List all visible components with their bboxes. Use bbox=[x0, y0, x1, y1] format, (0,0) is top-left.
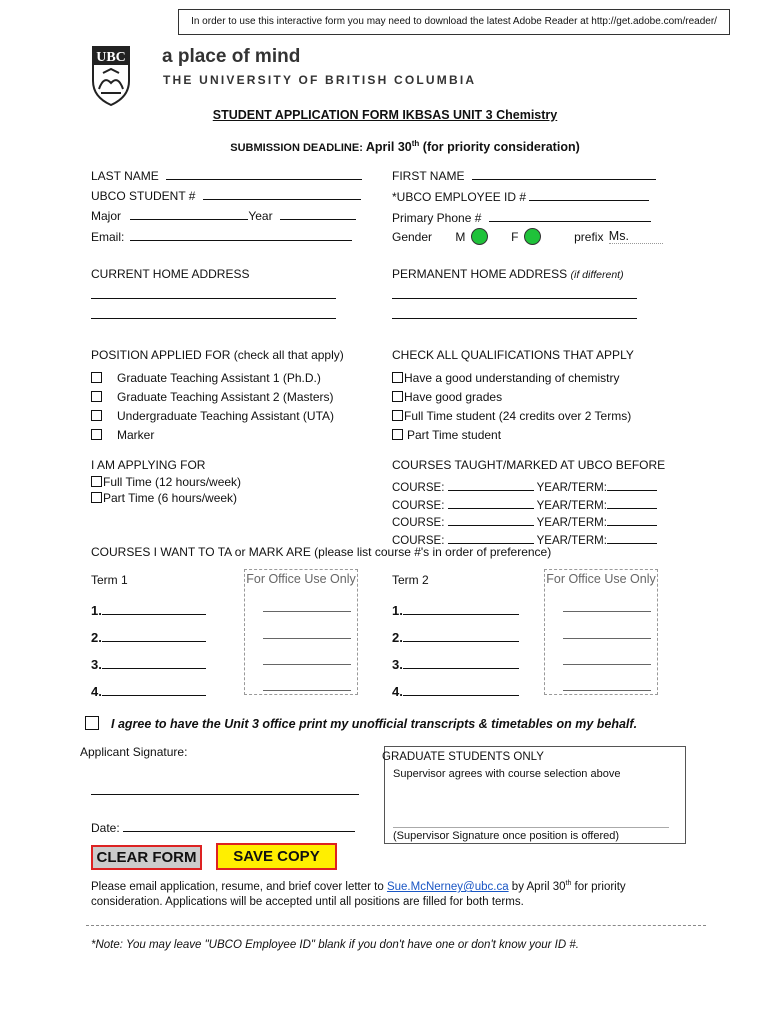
taught-year-field[interactable] bbox=[607, 513, 657, 526]
last-name-field[interactable] bbox=[166, 167, 362, 180]
applying-label: Part Time (6 hours/week) bbox=[103, 491, 238, 505]
position-label: Undergraduate Teaching Assistant (UTA) bbox=[117, 409, 335, 423]
taught-row bbox=[392, 496, 657, 514]
course-number: 2. bbox=[392, 630, 403, 645]
save-copy-button[interactable]: SAVE COPY bbox=[216, 843, 337, 870]
course-number: 4. bbox=[91, 684, 102, 699]
gender-m-radio[interactable] bbox=[471, 228, 488, 245]
current-address-line-2[interactable] bbox=[91, 318, 336, 319]
year-field[interactable] bbox=[280, 207, 356, 220]
qualification-item bbox=[392, 407, 631, 426]
major-row bbox=[91, 207, 356, 223]
major-label: Major bbox=[91, 209, 122, 223]
position-item bbox=[91, 426, 334, 445]
qualification-label: Part Time student bbox=[407, 428, 502, 442]
gender-m-label: M bbox=[455, 230, 466, 244]
position-label: Graduate Teaching Assistant 1 (Ph.D.) bbox=[117, 371, 321, 385]
employee-id-label: *UBCO EMPLOYEE ID # bbox=[392, 190, 527, 204]
employee-id-field[interactable] bbox=[529, 188, 649, 201]
email-field[interactable] bbox=[130, 228, 352, 241]
term2-course bbox=[392, 597, 519, 624]
permanent-address-label: PERMANENT HOME ADDRESS bbox=[392, 267, 568, 281]
first-name-label: FIRST NAME bbox=[392, 169, 465, 183]
deadline-label: SUBMISSION DEADLINE: bbox=[230, 142, 363, 155]
applying-item bbox=[91, 490, 241, 506]
permanent-address-note: (if different) bbox=[570, 269, 624, 281]
date-label: Date: bbox=[91, 821, 120, 835]
email-label: Email: bbox=[91, 230, 125, 244]
applicant-signature-label: Applicant Signature: bbox=[80, 745, 188, 759]
deadline-date: April 30 bbox=[365, 140, 412, 155]
position-item bbox=[91, 369, 334, 388]
qualification-label: Full Time student (24 credits over 2 Terms) bbox=[404, 409, 632, 423]
course-number: 1. bbox=[91, 603, 102, 618]
taught-row bbox=[392, 478, 657, 496]
taught-course-field[interactable] bbox=[448, 513, 534, 526]
instructions-text-a: Please email application, resume, and brief cover letter to bbox=[91, 880, 384, 893]
course-number: 3. bbox=[91, 657, 102, 672]
year-term-label: YEAR/TERM: bbox=[536, 517, 607, 529]
applicant-signature-field[interactable] bbox=[91, 794, 359, 795]
term1-course bbox=[91, 624, 206, 651]
brand-tagline: a place of mind bbox=[162, 46, 301, 67]
instructions-line-2: consideration. Applications will be accepted until all positions are filled for both terms. bbox=[91, 895, 524, 908]
current-address-label: CURRENT HOME ADDRESS bbox=[91, 267, 250, 281]
email-row bbox=[91, 228, 352, 244]
office-use-title: For Office Use Only bbox=[246, 572, 356, 586]
qualification-label: Have good grades bbox=[404, 390, 503, 404]
qualification-checkbox[interactable] bbox=[392, 391, 403, 402]
taught-course-field[interactable] bbox=[448, 478, 534, 491]
office-use-line bbox=[563, 690, 651, 691]
term2-course bbox=[392, 678, 519, 705]
last-name-label: LAST NAME bbox=[91, 169, 159, 183]
office-use-line bbox=[563, 664, 651, 665]
qualifications-heading: CHECK ALL QUALIFICATIONS THAT APPLY bbox=[392, 348, 634, 362]
supervisor-signature-field[interactable] bbox=[393, 827, 669, 828]
term1-course bbox=[91, 651, 206, 678]
submission-deadline bbox=[0, 139, 770, 154]
applying-item bbox=[91, 474, 241, 490]
term1-course-field[interactable] bbox=[102, 602, 206, 615]
qualifications-list bbox=[392, 369, 631, 445]
instructions-text-c: for priority bbox=[574, 880, 626, 893]
term2-course-field[interactable] bbox=[403, 656, 519, 669]
clear-form-button[interactable]: CLEAR FORM bbox=[91, 845, 202, 870]
employee-id-note: *Note: You may leave "UBCO Employee ID" blank if you don't have one or don't know your ID #. bbox=[91, 939, 579, 951]
term1-course bbox=[91, 597, 206, 624]
taught-year-field[interactable] bbox=[607, 531, 657, 544]
office-use-line bbox=[263, 664, 351, 665]
term2-course-field[interactable] bbox=[403, 683, 519, 696]
term2-list bbox=[392, 597, 519, 705]
permanent-address-line-1[interactable] bbox=[392, 298, 637, 299]
qualification-checkbox[interactable] bbox=[392, 372, 403, 383]
term2-course bbox=[392, 624, 519, 651]
applying-label: Full Time (12 hours/week) bbox=[103, 475, 242, 489]
qualification-item bbox=[392, 388, 631, 407]
date-row bbox=[91, 819, 355, 835]
term2-label: Term 2 bbox=[392, 573, 429, 587]
taught-rows bbox=[392, 478, 657, 548]
taught-course-field[interactable] bbox=[448, 531, 534, 544]
first-name-row bbox=[392, 167, 656, 183]
term1-label: Term 1 bbox=[91, 573, 128, 587]
qualification-checkbox[interactable] bbox=[392, 429, 403, 440]
year-label: Year bbox=[248, 209, 273, 223]
positions-heading: POSITION APPLIED FOR (check all that apply) bbox=[91, 348, 344, 362]
position-item bbox=[91, 388, 334, 407]
deadline-sup: th bbox=[411, 139, 420, 148]
ubco-student-field[interactable] bbox=[203, 187, 361, 200]
current-address-line-1[interactable] bbox=[91, 298, 336, 299]
phone-row bbox=[392, 209, 651, 225]
year-term-label: YEAR/TERM: bbox=[536, 499, 607, 512]
office-use-title: For Office Use Only bbox=[546, 572, 656, 586]
course-number: 2. bbox=[91, 630, 102, 645]
position-checkbox[interactable] bbox=[91, 410, 102, 421]
term2-course bbox=[392, 651, 519, 678]
term2-course-field[interactable] bbox=[403, 602, 519, 615]
office-use-line bbox=[263, 611, 351, 612]
adobe-reader-notice: In order to use this interactive form you may need to download the latest Adobe Reader at http://get.adobe.com/reader/ bbox=[178, 9, 730, 35]
course-label: COURSE: bbox=[392, 499, 445, 512]
position-label: Graduate Teaching Assistant 2 (Masters) bbox=[117, 390, 334, 404]
ubco-student-label: UBCO STUDENT # bbox=[91, 189, 196, 203]
course-label: COURSE: bbox=[392, 517, 445, 529]
office-use-box-term1 bbox=[244, 569, 358, 695]
applying-heading: I AM APPLYING FOR bbox=[91, 458, 206, 472]
instructions-sup: th bbox=[565, 880, 572, 887]
supervisor-text: Supervisor agrees with course selection above bbox=[393, 768, 621, 780]
employee-id-row bbox=[392, 188, 649, 204]
gender-label: Gender bbox=[392, 230, 433, 244]
gender-f-radio[interactable] bbox=[524, 228, 541, 245]
agree-text: I agree to have the Unit 3 office print my unofficial transcripts & timetables on my behalf. bbox=[111, 717, 638, 731]
term1-course-field[interactable] bbox=[102, 629, 206, 642]
graduate-students-box bbox=[384, 746, 686, 844]
year-term-label: YEAR/TERM: bbox=[536, 534, 607, 547]
phone-field[interactable] bbox=[489, 209, 651, 222]
positions-list bbox=[91, 369, 334, 445]
office-use-line bbox=[263, 638, 351, 639]
course-label: COURSE: bbox=[392, 482, 445, 494]
logo-text: UBC bbox=[96, 50, 126, 65]
office-use-line bbox=[263, 690, 351, 691]
date-field[interactable] bbox=[123, 819, 355, 832]
taught-course-field[interactable] bbox=[448, 496, 534, 509]
applying-checkbox[interactable] bbox=[91, 492, 102, 503]
courses-want-heading: COURSES I WANT TO TA or MARK ARE (please list course #'s in order of preference) bbox=[91, 545, 552, 559]
divider bbox=[86, 925, 706, 926]
office-use-line bbox=[563, 611, 651, 612]
position-checkbox[interactable] bbox=[91, 372, 102, 383]
applying-list bbox=[91, 474, 241, 506]
contact-email-link[interactable]: Sue.McNerney@ubc.ca bbox=[386, 880, 509, 893]
office-use-line bbox=[563, 638, 651, 639]
term1-course-field[interactable] bbox=[102, 656, 206, 669]
last-name-row bbox=[91, 167, 362, 183]
permanent-address-heading bbox=[392, 267, 624, 281]
position-checkbox[interactable] bbox=[91, 391, 102, 402]
email-instructions bbox=[91, 876, 711, 910]
position-item bbox=[91, 407, 334, 426]
major-field[interactable] bbox=[130, 207, 248, 220]
course-label: COURSE: bbox=[392, 534, 445, 547]
instructions-text-b: by April 30 bbox=[511, 880, 566, 893]
brand-university: THE UNIVERSITY OF BRITISH COLUMBIA bbox=[163, 73, 477, 87]
term1-course-field[interactable] bbox=[102, 683, 206, 696]
taught-year-field[interactable] bbox=[607, 496, 657, 509]
prefix-field[interactable]: Ms. bbox=[609, 229, 663, 244]
ubc-logo bbox=[90, 45, 132, 107]
qualification-item bbox=[392, 369, 631, 388]
graduate-heading: GRADUATE STUDENTS ONLY bbox=[382, 751, 544, 763]
term1-course bbox=[91, 678, 206, 705]
year-term-label: YEAR/TERM: bbox=[536, 482, 607, 494]
course-number: 4. bbox=[392, 684, 403, 699]
agree-checkbox[interactable] bbox=[85, 716, 99, 730]
first-name-field[interactable] bbox=[472, 167, 656, 180]
qualification-label: Have a good understanding of chemistry bbox=[404, 371, 620, 385]
form-title: STUDENT APPLICATION FORM IKBSAS UNIT 3 Chemistry bbox=[212, 108, 558, 122]
permanent-address-line-2[interactable] bbox=[392, 318, 637, 319]
phone-label: Primary Phone # bbox=[392, 211, 482, 225]
taught-row bbox=[392, 513, 657, 531]
qualification-item bbox=[392, 426, 631, 445]
term1-list bbox=[91, 597, 206, 705]
deadline-note: (for priority consideration) bbox=[422, 140, 580, 155]
course-number: 3. bbox=[392, 657, 403, 672]
gender-row bbox=[392, 228, 663, 245]
gender-f-label: F bbox=[511, 230, 519, 244]
taught-year-field[interactable] bbox=[607, 478, 657, 491]
office-use-box-term2 bbox=[544, 569, 658, 695]
applying-checkbox[interactable] bbox=[91, 476, 102, 487]
ubco-student-row bbox=[91, 187, 361, 203]
prefix-label: prefix bbox=[574, 230, 604, 244]
position-label: Marker bbox=[117, 428, 155, 442]
course-number: 1. bbox=[392, 603, 403, 618]
position-checkbox[interactable] bbox=[91, 429, 102, 440]
taught-heading: COURSES TAUGHT/MARKED AT UBCO BEFORE bbox=[392, 458, 666, 472]
supervisor-sig-note: (Supervisor Signature once position is offered) bbox=[393, 830, 620, 842]
qualification-checkbox[interactable] bbox=[392, 410, 403, 421]
term2-course-field[interactable] bbox=[403, 629, 519, 642]
